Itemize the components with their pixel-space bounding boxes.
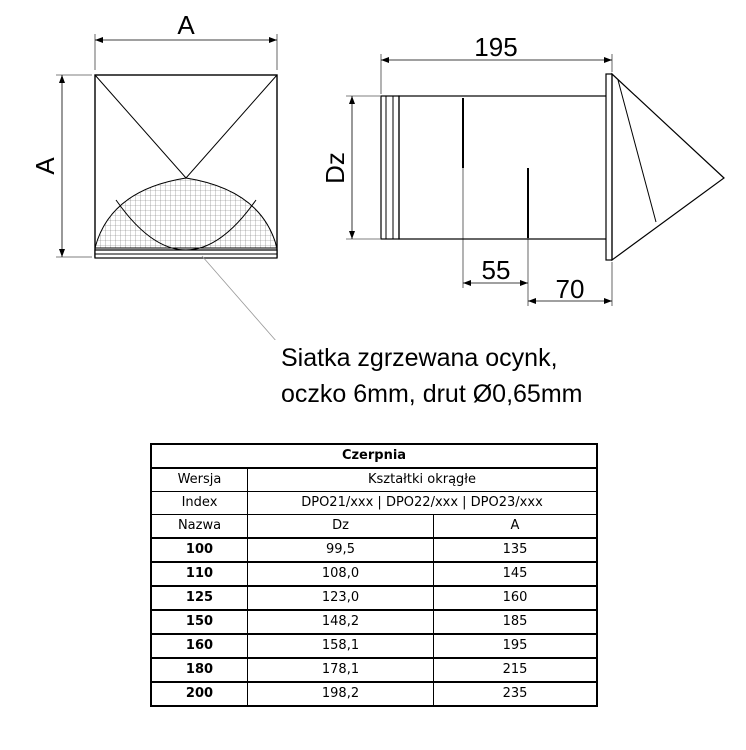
row-name: 110: [151, 562, 248, 586]
front-view: [56, 34, 284, 340]
row-a: 135: [434, 538, 598, 562]
table-row: [151, 538, 597, 562]
spec-table: [150, 443, 598, 707]
row-a: 195: [434, 634, 598, 658]
table-row: [151, 562, 597, 586]
dim-55-label: 55: [481, 255, 511, 285]
row-name: 150: [151, 610, 248, 634]
technical-drawing: [0, 0, 746, 340]
mesh-note-line-2: oczko 6mm, drut Ø0,65mm: [281, 380, 583, 408]
row-a: 215: [434, 658, 598, 682]
row-a: 235: [434, 682, 598, 706]
dim-dz-label: Dz: [320, 152, 350, 184]
row-a: 145: [434, 562, 598, 586]
table-row: [151, 610, 597, 634]
mesh-area: [95, 178, 277, 248]
wersja-value: Kształtki okrągłe: [248, 468, 598, 492]
mesh-note-line-1: Siatka zgrzewana ocynk,: [281, 344, 558, 372]
row-name: 100: [151, 538, 248, 562]
note-leader-line: [202, 256, 284, 340]
table-row: [151, 658, 597, 682]
table-row: [151, 586, 597, 610]
row-name: 160: [151, 634, 248, 658]
nazwa-label: Nazwa: [151, 515, 248, 539]
row-name: 180: [151, 658, 248, 682]
table-title: Czerpnia: [151, 444, 597, 468]
row-dz: 148,2: [248, 610, 434, 634]
cone-hood: [612, 74, 724, 260]
side-view: [346, 54, 724, 306]
row-dz: 158,1: [248, 634, 434, 658]
row-dz: 178,1: [248, 658, 434, 682]
row-name: 200: [151, 682, 248, 706]
hood-fold-lines: [95, 75, 277, 178]
index-label: Index: [151, 492, 248, 515]
dim-195-label: 195: [474, 32, 518, 62]
row-dz: 198,2: [248, 682, 434, 706]
wersja-label: Wersja: [151, 468, 248, 492]
hood-flange: [606, 74, 612, 260]
row-a: 160: [434, 586, 598, 610]
body-cylinder: [399, 96, 609, 239]
row-dz: 108,0: [248, 562, 434, 586]
mesh-note: [281, 340, 582, 412]
row-dz: 99,5: [248, 538, 434, 562]
spigot-collar: [381, 96, 399, 239]
dim-a-top-label: A: [177, 10, 195, 40]
table-row: [151, 682, 597, 706]
row-dz: 123,0: [248, 586, 434, 610]
table-row: [151, 634, 597, 658]
dim-70-label: 70: [555, 274, 585, 304]
index-value: DPO21/xxx | DPO22/xxx | DPO23/xxx: [248, 492, 598, 515]
row-name: 125: [151, 586, 248, 610]
row-a: 185: [434, 610, 598, 634]
col-header-dz: Dz: [248, 515, 434, 539]
dim-a-left-label: A: [30, 157, 60, 175]
col-header-a: A: [434, 515, 598, 539]
